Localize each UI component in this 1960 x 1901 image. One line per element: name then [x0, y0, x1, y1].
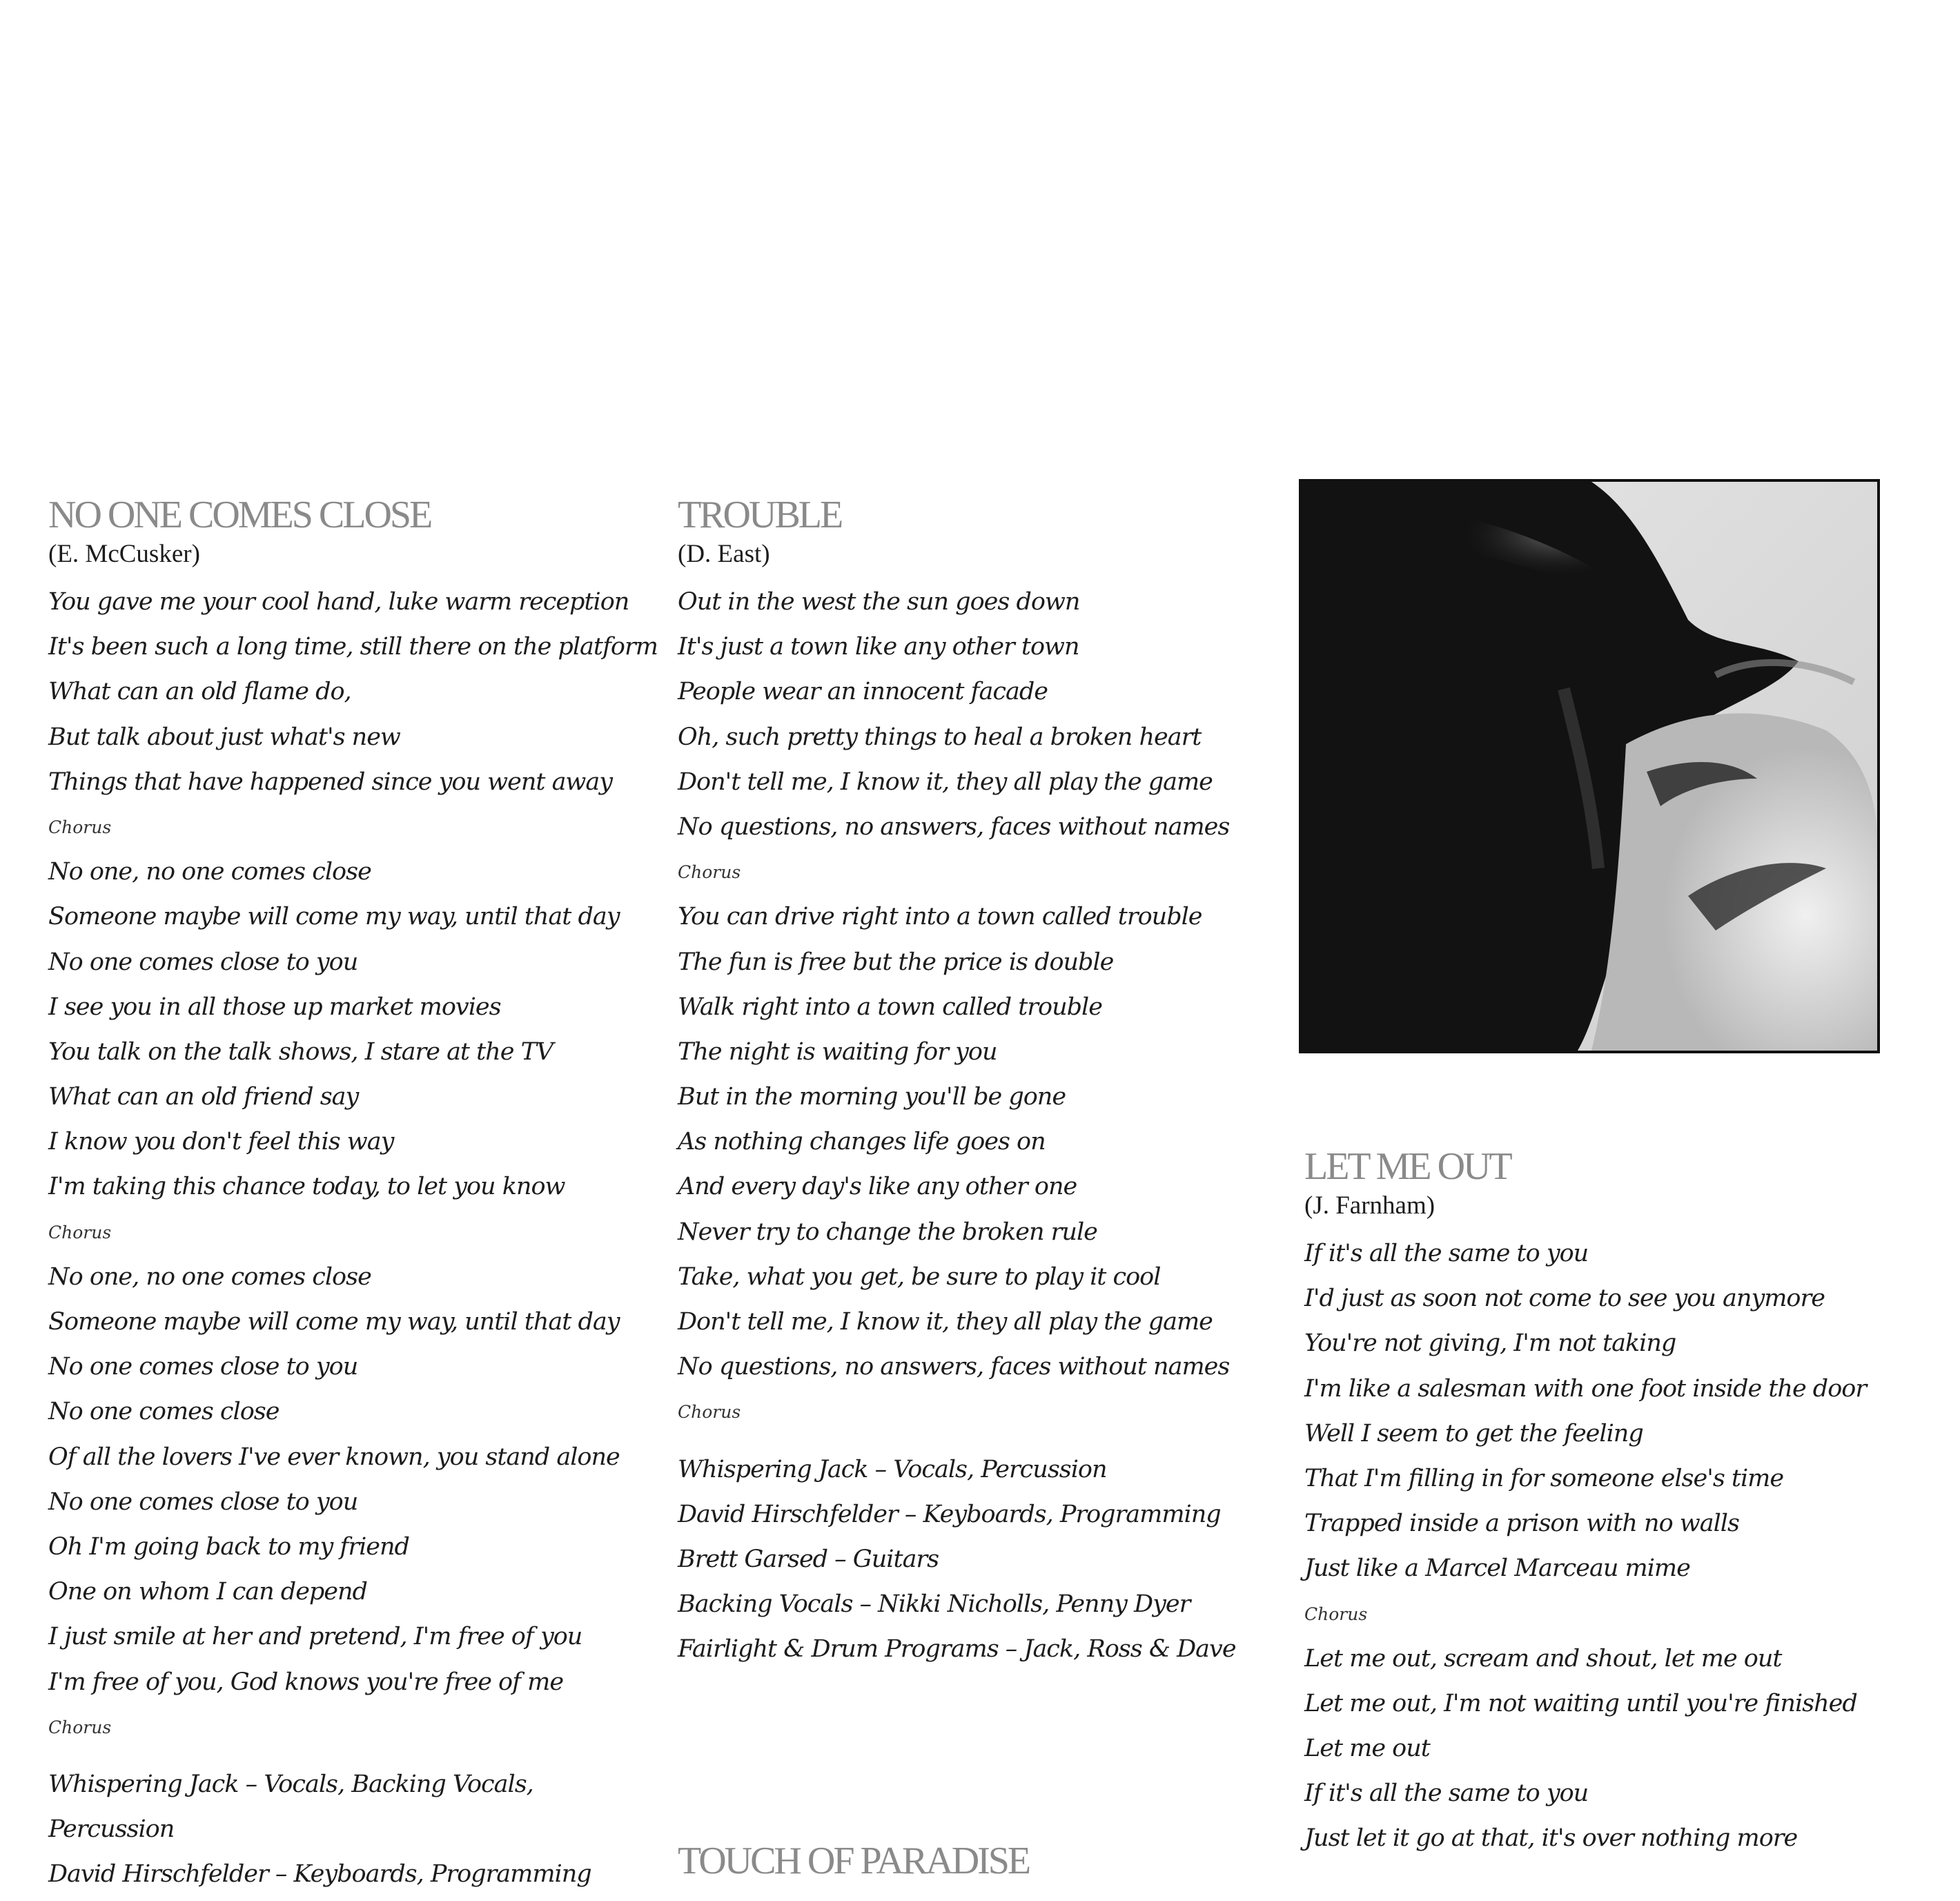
lyric-line: But talk about just what's new: [48, 723, 400, 751]
lyric-line: I know you don't feel this way: [48, 1128, 394, 1156]
lyric-line: No questions, no answers, faces without names: [678, 812, 1230, 841]
song-title: TROUBLE: [678, 494, 842, 536]
lyric-line: It's just a town like any other town: [678, 633, 1079, 661]
lyric-line: Things that have happened since you went away: [48, 768, 613, 796]
lyric-line: Take, what you get, be sure to play it cool: [678, 1263, 1161, 1291]
lyric-line: What can an old friend say: [48, 1083, 359, 1111]
lyric-line: And every day's like any other one: [678, 1173, 1077, 1201]
personnel-line: David Hirschfelder – Keyboards, Programming: [48, 1860, 591, 1889]
lyric-line: Trapped inside a prison with no walls: [1304, 1510, 1739, 1538]
chorus-label: Chorus: [48, 1222, 112, 1242]
lyric-line: What can an old flame do,: [48, 678, 351, 706]
lyric-line: The fun is free but the price is double: [678, 948, 1114, 976]
lyric-line: That I'm filling in for someone else's time: [1304, 1464, 1784, 1492]
chorus-label: Chorus: [48, 817, 112, 837]
lyric-line: Well I seem to get the feeling: [1304, 1419, 1643, 1447]
lyric-line: I'm like a salesman with one foot inside the door: [1304, 1374, 1867, 1403]
lyric-line: No one comes close to you: [48, 1488, 358, 1516]
lyric-line: It's been such a long time, still there on the platform: [48, 633, 658, 661]
lyric-line: Let me out: [1304, 1735, 1430, 1763]
lyric-line: Just like a Marcel Marceau mime: [1304, 1554, 1690, 1583]
personnel-line: Fairlight & Drum Programs – Jack, Ross & Dave: [678, 1635, 1236, 1664]
song-credit: (J. Farnham): [1304, 1191, 1435, 1220]
chorus-label: Chorus: [1304, 1603, 1368, 1624]
lyric-line: Out in the west the sun goes down: [678, 588, 1080, 616]
lyric-line: Walk right into a town called trouble: [678, 993, 1102, 1021]
personnel-line: Whispering Jack – Vocals, Percussion: [678, 1455, 1107, 1483]
song-touch-of-paradise: [678, 1839, 1285, 1883]
personnel-line: David Hirschfelder – Keyboards, Programming: [678, 1500, 1221, 1528]
lyric-line: But in the morning you'll be gone: [678, 1083, 1066, 1111]
lyric-line: No one comes close to you: [48, 1353, 358, 1381]
chorus-label: Chorus: [678, 862, 741, 883]
lyric-line: No one comes close to you: [48, 948, 358, 976]
lyric-line: You gave me your cool hand, luke warm reception: [48, 588, 629, 616]
artist-photo: [1299, 479, 1880, 1053]
lyric-line: One on whom I can depend: [48, 1578, 367, 1606]
lyric-line: Let me out, I'm not waiting until you're finished: [1304, 1689, 1857, 1717]
lyric-line: Oh I'm going back to my friend: [48, 1532, 409, 1561]
chorus-label: Chorus: [48, 1717, 112, 1737]
personnel-line: Percussion: [48, 1815, 175, 1844]
lyric-line: Let me out, scream and shout, let me out: [1304, 1644, 1782, 1673]
lyric-line: Never try to change the broken rule: [678, 1218, 1097, 1246]
lyric-line: Don't tell me, I know it, they all play the game: [678, 1308, 1213, 1336]
lyric-line: Oh, such pretty things to heal a broken heart: [678, 723, 1202, 751]
song-trouble: [678, 493, 1285, 1673]
lyric-line: I see you in all those up market movies: [48, 993, 501, 1021]
lyric-line: Someone maybe will come my way, until that day: [48, 1308, 620, 1336]
lyric-line: As nothing changes life goes on: [678, 1128, 1046, 1156]
lyric-line: Someone maybe will come my way, until that day: [48, 903, 620, 931]
lyric-line: No one comes close: [48, 1398, 280, 1426]
lyric-line: If it's all the same to you: [1304, 1780, 1589, 1808]
lyric-line: I'm taking this chance today, to let you know: [48, 1173, 565, 1201]
lyric-line: Of all the lovers I've ever known, you stand alone: [48, 1443, 620, 1471]
personnel-line: Whispering Jack – Vocals, Backing Vocals,: [48, 1770, 533, 1798]
song-title: TOUCH OF PARADISE: [678, 1840, 1030, 1882]
lyric-line: You can drive right into a town called trouble: [678, 903, 1202, 931]
song-let-me-out: [1304, 1144, 1925, 1862]
song-title: LET ME OUT: [1304, 1145, 1511, 1188]
song-title: NO ONE COMES CLOSE: [48, 494, 431, 536]
song-no-one-comes-close: [48, 493, 656, 1897]
lyric-line: I'm free of you, God knows you're free of me: [48, 1668, 564, 1696]
personnel-line: Backing Vocals – Nikki Nicholls, Penny Dyer: [678, 1590, 1190, 1619]
song-credit: (E. McCusker): [48, 540, 200, 568]
lyric-line: No one, no one comes close: [48, 1263, 371, 1291]
chorus-label: Chorus: [678, 1402, 741, 1423]
lyric-line: I just smile at her and pretend, I'm free of you: [48, 1623, 582, 1651]
personnel-line: Brett Garsed – Guitars: [678, 1545, 939, 1573]
lyric-line: No questions, no answers, faces without names: [678, 1353, 1230, 1381]
lyric-line: You talk on the talk shows, I stare at the TV: [48, 1037, 553, 1066]
lyric-line: Don't tell me, I know it, they all play the game: [678, 768, 1213, 796]
lyric-line: No one, no one comes close: [48, 858, 371, 886]
lyric-line: Just let it go at that, it's over nothing more: [1304, 1824, 1798, 1853]
song-credit: (D. East): [678, 540, 770, 568]
lyric-line: The night is waiting for you: [678, 1037, 997, 1066]
lyric-line: I'd just as soon not come to see you anymore: [1304, 1285, 1825, 1313]
lyric-line: If it's all the same to you: [1304, 1240, 1589, 1267]
lyric-line: You're not giving, I'm not taking: [1304, 1329, 1676, 1358]
lyric-line: People wear an innocent facade: [678, 678, 1048, 706]
